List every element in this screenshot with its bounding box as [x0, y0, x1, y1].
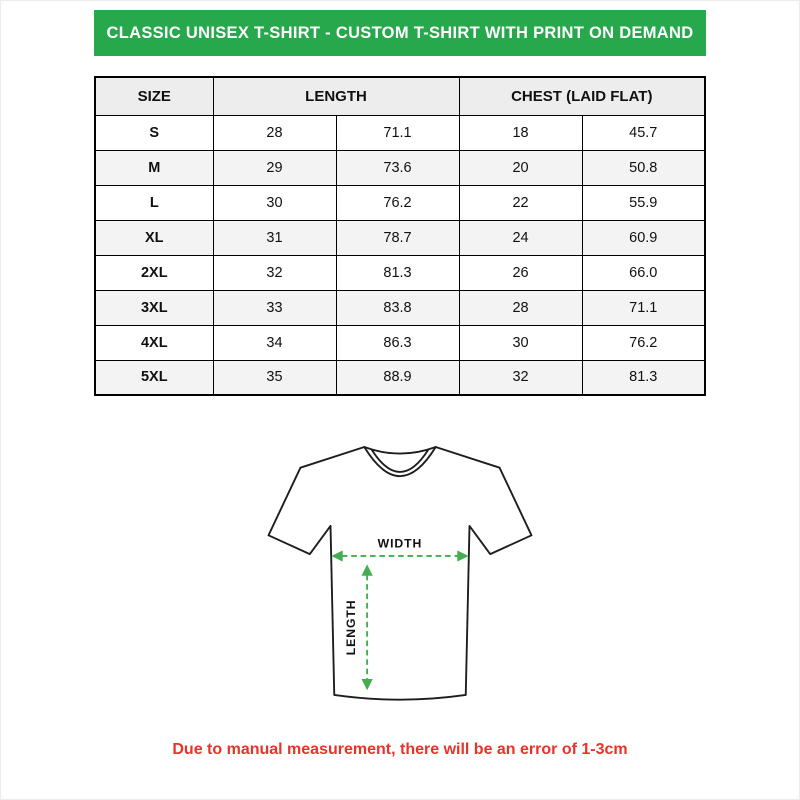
- length-inches-cell: 33: [213, 290, 336, 325]
- chest-cm-cell: 60.9: [582, 220, 705, 255]
- chest-cm-cell: 71.1: [582, 290, 705, 325]
- length-inches-cell: 34: [213, 325, 336, 360]
- tshirt-measurement-diagram: [94, 432, 706, 715]
- title-banner: [94, 10, 706, 56]
- size-cell: 4XL: [95, 325, 213, 360]
- chest-cm-cell: 55.9: [582, 185, 705, 220]
- table-row: [95, 290, 705, 325]
- size-cell: L: [95, 185, 213, 220]
- length-inches-cell: 28: [213, 115, 336, 150]
- header-size: SIZE: [95, 77, 213, 115]
- size-cell: S: [95, 115, 213, 150]
- length-cm-cell: 86.3: [336, 325, 459, 360]
- size-cell: XL: [95, 220, 213, 255]
- width-label: WIDTH: [377, 536, 423, 551]
- length-cm-cell: 78.7: [336, 220, 459, 255]
- length-inches-cell: 35: [213, 360, 336, 395]
- tshirt-outline: [269, 447, 532, 700]
- length-cm-cell: 88.9: [336, 360, 459, 395]
- length-inches-cell: 32: [213, 255, 336, 290]
- chest-inches-cell: 26: [459, 255, 582, 290]
- table-row: [95, 185, 705, 220]
- chest-inches-cell: 20: [459, 150, 582, 185]
- size-cell: M: [95, 150, 213, 185]
- size-table-body: [95, 115, 705, 395]
- table-row: [95, 325, 705, 360]
- table-row: [95, 220, 705, 255]
- table-header-row: [95, 77, 705, 115]
- table-row: [95, 255, 705, 290]
- header-length: LENGTH: [213, 77, 459, 115]
- length-inches-cell: 30: [213, 185, 336, 220]
- chest-cm-cell: 81.3: [582, 360, 705, 395]
- chest-cm-cell: 76.2: [582, 325, 705, 360]
- chest-inches-cell: 24: [459, 220, 582, 255]
- length-cm-cell: 83.8: [336, 290, 459, 325]
- size-chart-table: [94, 76, 706, 396]
- length-inches-cell: 31: [213, 220, 336, 255]
- length-cm-cell: 76.2: [336, 185, 459, 220]
- chest-cm-cell: 50.8: [582, 150, 705, 185]
- table-row: [95, 115, 705, 150]
- size-cell: 3XL: [95, 290, 213, 325]
- measurement-note: Due to manual measurement, there will be an error of 1-3cm: [172, 741, 628, 758]
- table-row: [95, 150, 705, 185]
- length-label: LENGTH: [343, 599, 358, 656]
- chest-cm-cell: 66.0: [582, 255, 705, 290]
- page-title: CLASSIC UNISEX T-SHIRT - CUSTOM T-SHIRT WITH PRINT ON DEMAND: [106, 23, 694, 42]
- length-inches-cell: 29: [213, 150, 336, 185]
- table-row: [95, 360, 705, 395]
- chest-inches-cell: 18: [459, 115, 582, 150]
- content-column: [94, 0, 706, 759]
- chest-inches-cell: 32: [459, 360, 582, 395]
- length-cm-cell: 73.6: [336, 150, 459, 185]
- chest-inches-cell: 30: [459, 325, 582, 360]
- header-chest: CHEST (LAID FLAT): [459, 77, 705, 115]
- size-cell: 5XL: [95, 360, 213, 395]
- length-cm-cell: 81.3: [336, 255, 459, 290]
- chest-inches-cell: 22: [459, 185, 582, 220]
- size-cell: 2XL: [95, 255, 213, 290]
- chest-inches-cell: 28: [459, 290, 582, 325]
- tshirt-illustration: [240, 432, 560, 710]
- length-cm-cell: 71.1: [336, 115, 459, 150]
- chest-cm-cell: 45.7: [582, 115, 705, 150]
